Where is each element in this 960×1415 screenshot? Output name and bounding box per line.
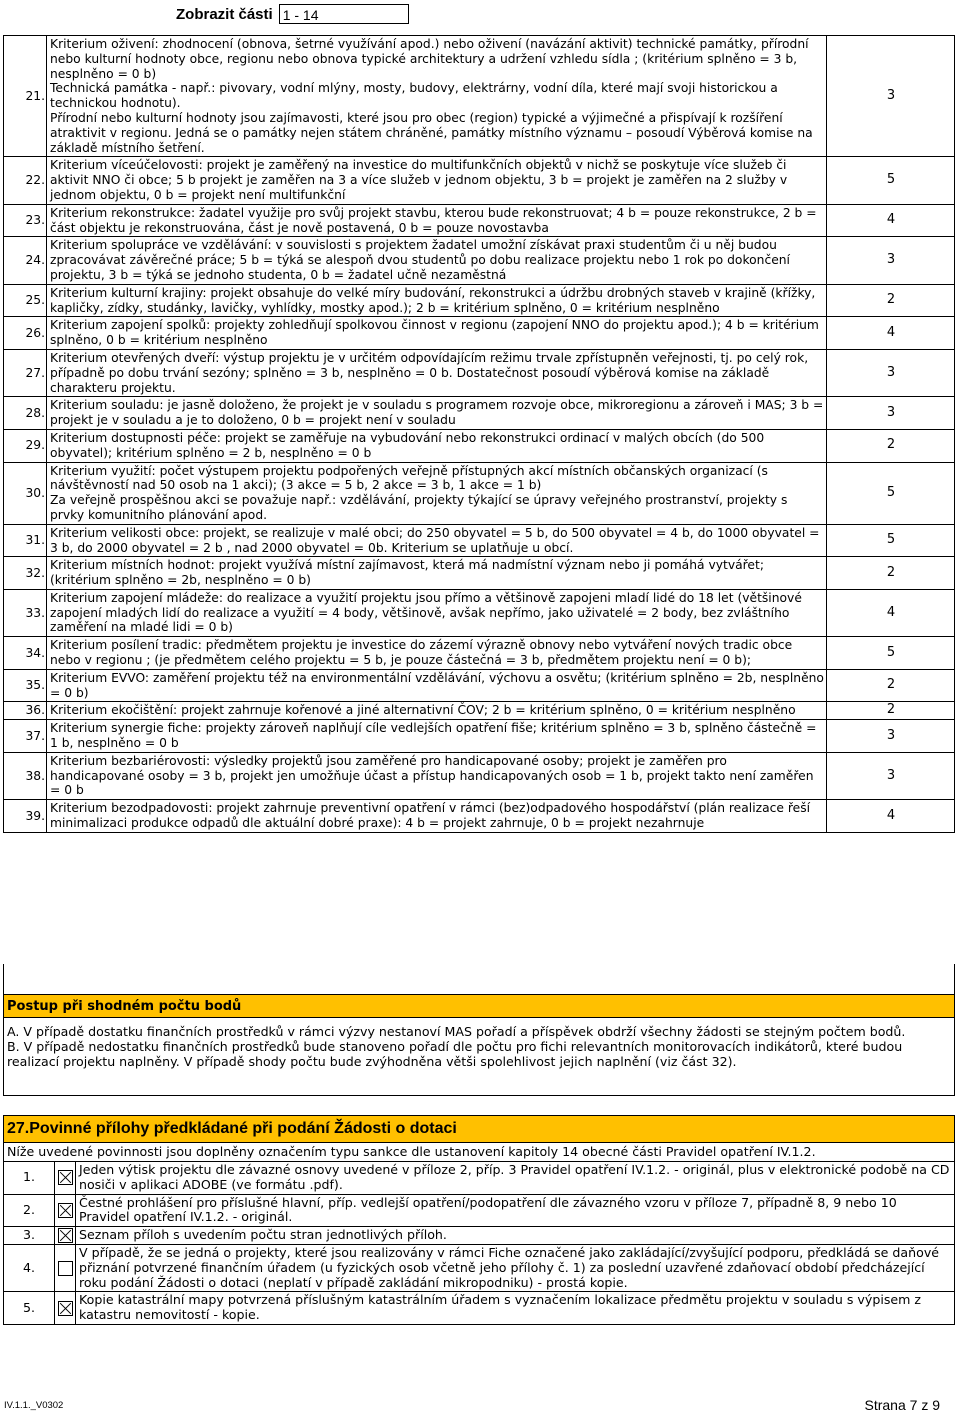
criterion-text xyxy=(47,720,827,753)
tie-break-rule-a: A. V případě dostatku finančních prostředků v rámci výzvy nestanoví MAS pořadí a příspěvek obdrží všechny žádosti se stejným počtem bodů. xyxy=(7,1024,906,1039)
criterion-points: 3 xyxy=(827,720,955,753)
criterion-paragraph: Kriterium otevřených dveří: výstup projektu je v určitém odpovídajícím režimu trvale zpřístupněn veřejnosti, tj. po celý rok, případně po dobu trvání sezóny; splněno = 3 b, nesplněno = 0 b. Dostatečnost posoudí výběrová komise na základě charakteru projektu. xyxy=(50,350,809,395)
attachment-row xyxy=(4,1292,955,1325)
criterion-paragraph: Kriterium ekočištění: projekt zahrnuje kořenové a jiné alternativní ČOV; 2 b = kritérium splněno, 0 = kritérium nesplněno xyxy=(50,703,796,718)
criterion-text xyxy=(47,284,827,317)
criterion-number: 37. xyxy=(4,720,47,753)
criterion-number: 39. xyxy=(4,800,47,833)
checked-checkbox[interactable] xyxy=(58,1301,73,1316)
criterion-row xyxy=(4,36,955,157)
criterion-text xyxy=(47,702,827,720)
criterion-number: 38. xyxy=(4,752,47,799)
criterion-number: 33. xyxy=(4,589,47,636)
criterion-number: 35. xyxy=(4,669,47,702)
criterion-text xyxy=(47,157,827,204)
criterion-text xyxy=(47,349,827,396)
criterion-paragraph: Za veřejně prospěšnou akci se považuje např.: vzdělávání, projekty týkající se úpravy veřejného prostranství, projekty s prvky komunitního plánování apod. xyxy=(50,493,788,522)
criterion-number: 22. xyxy=(4,157,47,204)
criterion-points: 5 xyxy=(827,157,955,204)
criterion-number: 32. xyxy=(4,557,47,590)
criterion-number: 28. xyxy=(4,397,47,430)
criterion-paragraph: Kriterium oživení: zhodnocení (obnova, šetrné využívání apod.) nebo oživení (navázání aktivit) technické památky, přírodní nebo kulturní hodnoty obce, regionu nebo obnova typické architektury a udržení vzhledu sídla ; (kritérium splněno = 3 b, nesplněno = 0 b) xyxy=(50,37,809,81)
criterion-paragraph: Technická památka - např.: pivovary, vodní mlýny, mosty, budovy, elektrárny, vodní díla, které mají svoji historickou a technickou hodnotu). xyxy=(50,81,778,111)
attachment-number: 2. xyxy=(4,1194,55,1227)
table-spacer xyxy=(3,964,955,995)
criterion-text xyxy=(47,317,827,350)
criterion-row xyxy=(4,524,955,557)
criterion-points: 4 xyxy=(827,317,955,350)
criterion-number: 25. xyxy=(4,284,47,317)
attachment-row xyxy=(4,1244,955,1291)
criterion-paragraph: Kriterium místních hodnot: projekt využívá místní zajímavost, která má nadmístní význam nebo ji pomáhá vytvářet; (kritérium splněno = 2b, nesplněno = 0 b) xyxy=(50,558,764,588)
criterion-text xyxy=(47,589,827,636)
criterion-paragraph: Kriterium posílení tradic: předmětem projektu je investice do zázemí výrazně obnovy nebo vytváření nových tradic obce nebo v regionu ; (je předmětem celého projektu = 5 b, je pouze částečná = 3 b, předmětem projektu není = 0 b); xyxy=(50,638,793,668)
attachment-number: 4. xyxy=(4,1244,55,1291)
criterion-text xyxy=(47,204,827,237)
criterion-number: 30. xyxy=(4,462,47,524)
attachment-text: V případě, že se jedná o projekty, které jsou realizovány v rámci Fiche označené jako zakládající/zvyšující podporu, předkládá se daňové přiznání potvrzené finančním úřadem (u fyzických osob včetně jeho přílohy č. 1) za poslední uzavřené zdaňovací období předcházející roku podání Žádosti o dotaci (neplatí v případě zakládání mikropodniku) - prostá kopie. xyxy=(76,1244,955,1291)
criterion-points: 2 xyxy=(827,557,955,590)
criterion-paragraph: Kriterium souladu: je jasně doloženo, že projekt je v souladu s programem rozvoje obce, mikroregionu a zároveň i MAS; 3 b = projekt je v souladu a je to doloženo, 0 b = projekt není v souladu xyxy=(50,398,824,428)
criterion-paragraph: Kriterium rekonstrukce: žadatel využije pro svůj projekt stavbu, kterou bude rekonstruovat; 4 b = pouze rekonstrukce, 2 b = část objektu je rekonstruována, část je nově postavená, 0 b = pouze novostavba xyxy=(50,205,817,235)
criterion-row xyxy=(4,702,955,720)
attachments-intro: Níže uvedené povinnosti jsou doplněny označením typu sankce dle ustanovení kapitoly 14 obecné části Pravidel opatření IV.1.2. xyxy=(4,1143,955,1162)
criterion-points: 2 xyxy=(827,429,955,462)
attachment-checkbox-cell xyxy=(55,1292,76,1325)
attachment-text: Seznam příloh s uvedením počtu stran jednotlivých příloh. xyxy=(76,1227,955,1245)
attachment-checkbox-cell xyxy=(55,1194,76,1227)
criterion-text xyxy=(47,557,827,590)
criterion-text xyxy=(47,397,827,430)
attachment-checkbox-cell xyxy=(55,1227,76,1245)
tie-break-section xyxy=(3,994,955,1096)
criterion-paragraph: Kriterium využití: počet výstupem projektu podpořených veřejně přístupných akcí místních občanských organizací (s návštěvností nad 50 osob na 1 akci); (3 akce = 5 b, 2 akce = 3 b, 1 akce = 1 b) xyxy=(50,463,768,493)
attachment-number: 3. xyxy=(4,1227,55,1245)
criterion-paragraph: Kriterium bezodpadovosti: projekt zahrnuje preventivní opatření v rámci (bez)odpadového hospodářství (plán realizace řeší minimalizaci produkce odpadů dle aktuální dobré praxe): 4 b = projekt zahrnuje, 0 b = projekt nezahrnuje xyxy=(50,801,811,831)
criterion-text xyxy=(47,462,827,524)
criterion-paragraph: Kriterium bezbariérovosti: výsledky projektů jsou zaměřené pro handicapované osoby; projekt je zaměřen pro handicapované osoby = 3 b, projekt jen umožňuje účast a přístup handicapovaných osob = 1 b, projekt takto není zaměřen = 0 b xyxy=(50,753,814,798)
attachments-title: 27.Povinné přílohy předkládané při podání Žádosti o dotaci xyxy=(4,1116,955,1143)
criterion-row xyxy=(4,204,955,237)
attachment-text: Jeden výtisk projektu dle závazné osnovy uvedené v příloze 2, příp. 3 Pravidel opatření IV.1.2. - originál, plus v elektronické podobě na CD nosiči v aplikaci ADOBE (ve formátu .pdf). xyxy=(76,1162,955,1195)
attachment-text: Kopie katastrální mapy potvrzená příslušným katastrálním úřadem s vyznačením lokalizace předmětu projektu v souladu s výpisem z katastru nemovitostí - kopie. xyxy=(76,1292,955,1325)
criteria-table xyxy=(3,35,955,833)
attachment-row xyxy=(4,1227,955,1245)
criterion-points: 5 xyxy=(827,524,955,557)
attachment-number: 5. xyxy=(4,1292,55,1325)
attachment-row xyxy=(4,1194,955,1227)
criterion-text xyxy=(47,637,827,670)
criterion-number: 31. xyxy=(4,524,47,557)
criterion-paragraph: Přírodní nebo kulturní hodnoty jsou zajímavosti, které jsou pro obec (region) typické a výjimečné a přispívají k rozšíření atraktivit v regionu. Jedná se o památky nejen státem chráněné, památky místního významu – posoudí Výběrová komise na základě místního šetření. xyxy=(50,110,813,155)
criterion-points: 2 xyxy=(827,669,955,702)
criterion-text xyxy=(47,669,827,702)
criterion-row xyxy=(4,720,955,753)
tie-break-title: Postup při shodném počtu bodů xyxy=(4,995,955,1018)
criterion-row xyxy=(4,589,955,636)
criterion-paragraph: Kriterium EVVO: zaměření projektu též na environmentální vzdělávání, výchovu a osvětu; (kritérium splněno = 2b, nesplněno = 0 b) xyxy=(50,670,824,700)
criterion-paragraph: Kriterium zapojení spolků: projekty zohledňují spolkovou činnost v regionu (zapojení NNO do projektu apod.); 4 b = kritérium splněno, 0 b = kritérium nesplněno xyxy=(50,318,819,348)
checked-checkbox[interactable] xyxy=(58,1203,73,1218)
criterion-row xyxy=(4,669,955,702)
criterion-paragraph: Kriterium dostupnosti péče: projekt se zaměřuje na vybudování nebo rekonstrukci ordinací v malých obcích (do 500 obyvatel); kritérium splněno = 2 b, nesplněno = 0 b xyxy=(50,430,765,460)
criterion-points: 4 xyxy=(827,589,955,636)
criterion-number: 29. xyxy=(4,429,47,462)
criterion-number: 34. xyxy=(4,637,47,670)
criterion-points: 3 xyxy=(827,397,955,430)
criterion-row xyxy=(4,317,955,350)
section-selector xyxy=(176,2,409,26)
criterion-paragraph: Kriterium synergie fiche: projekty zároveň naplňují cíle vedlejších opatření fiše; kritérium splněno = 3 b, splněno částečně = 1 b, nesplněno = 0 b xyxy=(50,721,817,751)
unchecked-checkbox[interactable] xyxy=(58,1261,73,1276)
document-code: IV.1.1._V0302 xyxy=(4,1400,64,1411)
criterion-row xyxy=(4,752,955,799)
checked-checkbox[interactable] xyxy=(58,1170,73,1185)
criterion-row xyxy=(4,157,955,204)
attachment-number: 1. xyxy=(4,1162,55,1195)
criterion-number: 24. xyxy=(4,237,47,284)
criterion-text xyxy=(47,429,827,462)
criterion-row xyxy=(4,557,955,590)
section-selector-label: Zobrazit části xyxy=(176,5,273,23)
criterion-text xyxy=(47,524,827,557)
criterion-row xyxy=(4,284,955,317)
criterion-row xyxy=(4,800,955,833)
criterion-number: 21. xyxy=(4,36,47,157)
criterion-points: 3 xyxy=(827,752,955,799)
criterion-number: 23. xyxy=(4,204,47,237)
criterion-paragraph: Kriterium velikosti obce: projekt, se realizuje v malé obci; do 250 obyvatel = 5 b, do 500 obyvatel = 4 b, do 1000 obyvatel = 3 b, do 2000 obyvatel = 2 b , nad 2000 obyvatel = 0b. Kriterium se uplatňuje u obcí. xyxy=(50,525,820,555)
criterion-paragraph: Kriterium kulturní krajiny: projekt obsahuje do velké míry budování, rekonstrukci a údržbu drobných staveb v krajině (křížky, kapličky, zídky, studánky, lavičky, vyhlídky, mostky apod.); 2 b = kritérium splněno, 0 = kritérium nesplněno xyxy=(50,285,816,315)
criterion-row xyxy=(4,429,955,462)
tie-break-body xyxy=(4,1018,955,1096)
criterion-text xyxy=(47,800,827,833)
attachment-checkbox-cell xyxy=(55,1162,76,1195)
tie-break-rule-b: B. V případě nedostatku finančních prostředků bude stanoveno pořadí dle počtu pro fichi relevantních monitorovacích indikátorů, které budou realizací projektu naplněny. V případě shody počtu bude zvýhodněna větši spolehlivost jejich naplnění (viz část 32). xyxy=(7,1039,903,1069)
attachment-row xyxy=(4,1162,955,1195)
criterion-paragraph: Kriterium víceúčelovosti: projekt je zaměřený na investice do multifunkčních objektů v nichž se poskytuje více služeb či aktivit NNO či obce; 5 b projekt je zaměřen na 3 a více služeb v jednom objektu, 3 b = projekt je zaměřen na 2 služby v jednom objektu, 0 b = projekt není multifunkční xyxy=(50,158,788,202)
criterion-text xyxy=(47,237,827,284)
criterion-number: 27. xyxy=(4,349,47,396)
criterion-paragraph: Kriterium zapojení mládeže: do realizace a využití projektu jsou přímo a většinově zapojeni mladí lidé do 18 let (většinové zapojení mladých lidí do realizace a využití = 4 body, většinově, avšak nepřímo, jako uživatelé = 2 body, bez zvláštního zaměření na mladé lidi = 0 b) xyxy=(50,590,802,635)
attachment-text: Čestné prohlášení pro příslušné hlavní, příp. vedlejší opatření/podopatření dle závazného vzoru v příloze 7, případně 8, 9 nebo 10 Pravidel opatření IV.1.2. - originál. xyxy=(76,1194,955,1227)
criterion-points: 3 xyxy=(827,349,955,396)
criterion-points: 4 xyxy=(827,204,955,237)
attachment-checkbox-cell xyxy=(55,1244,76,1291)
criterion-points: 5 xyxy=(827,637,955,670)
page-number: Strana 7 z 9 xyxy=(864,1397,940,1413)
criterion-paragraph: Kriterium spolupráce ve vzdělávání: v souvislosti s projektem žadatel umožní získávat praxi studentům či u něj budou zpracovávat závěrečné práce; 5 b = týká se alespoň dvou studentů po dobu realizace projektu nebo 1 rok po dokončení projektu, 3 b = týká se jednoho studenta, 0 b = žadatel učně nezaměstná xyxy=(50,238,790,282)
criterion-number: 26. xyxy=(4,317,47,350)
criterion-text xyxy=(47,752,827,799)
checked-checkbox[interactable] xyxy=(58,1228,73,1243)
criterion-points: 2 xyxy=(827,702,955,720)
criterion-points: 3 xyxy=(827,36,955,157)
criterion-row xyxy=(4,637,955,670)
criterion-points: 2 xyxy=(827,284,955,317)
criterion-points: 4 xyxy=(827,800,955,833)
criterion-points: 5 xyxy=(827,462,955,524)
criterion-number: 36. xyxy=(4,702,47,720)
criterion-row xyxy=(4,237,955,284)
criterion-row xyxy=(4,397,955,430)
section-range-input[interactable]: 1 - 14 xyxy=(279,4,409,24)
criterion-row xyxy=(4,349,955,396)
page-footer xyxy=(4,1397,940,1413)
criterion-row xyxy=(4,462,955,524)
criterion-points: 3 xyxy=(827,237,955,284)
attachments-section xyxy=(3,1115,955,1325)
criterion-text xyxy=(47,36,827,157)
